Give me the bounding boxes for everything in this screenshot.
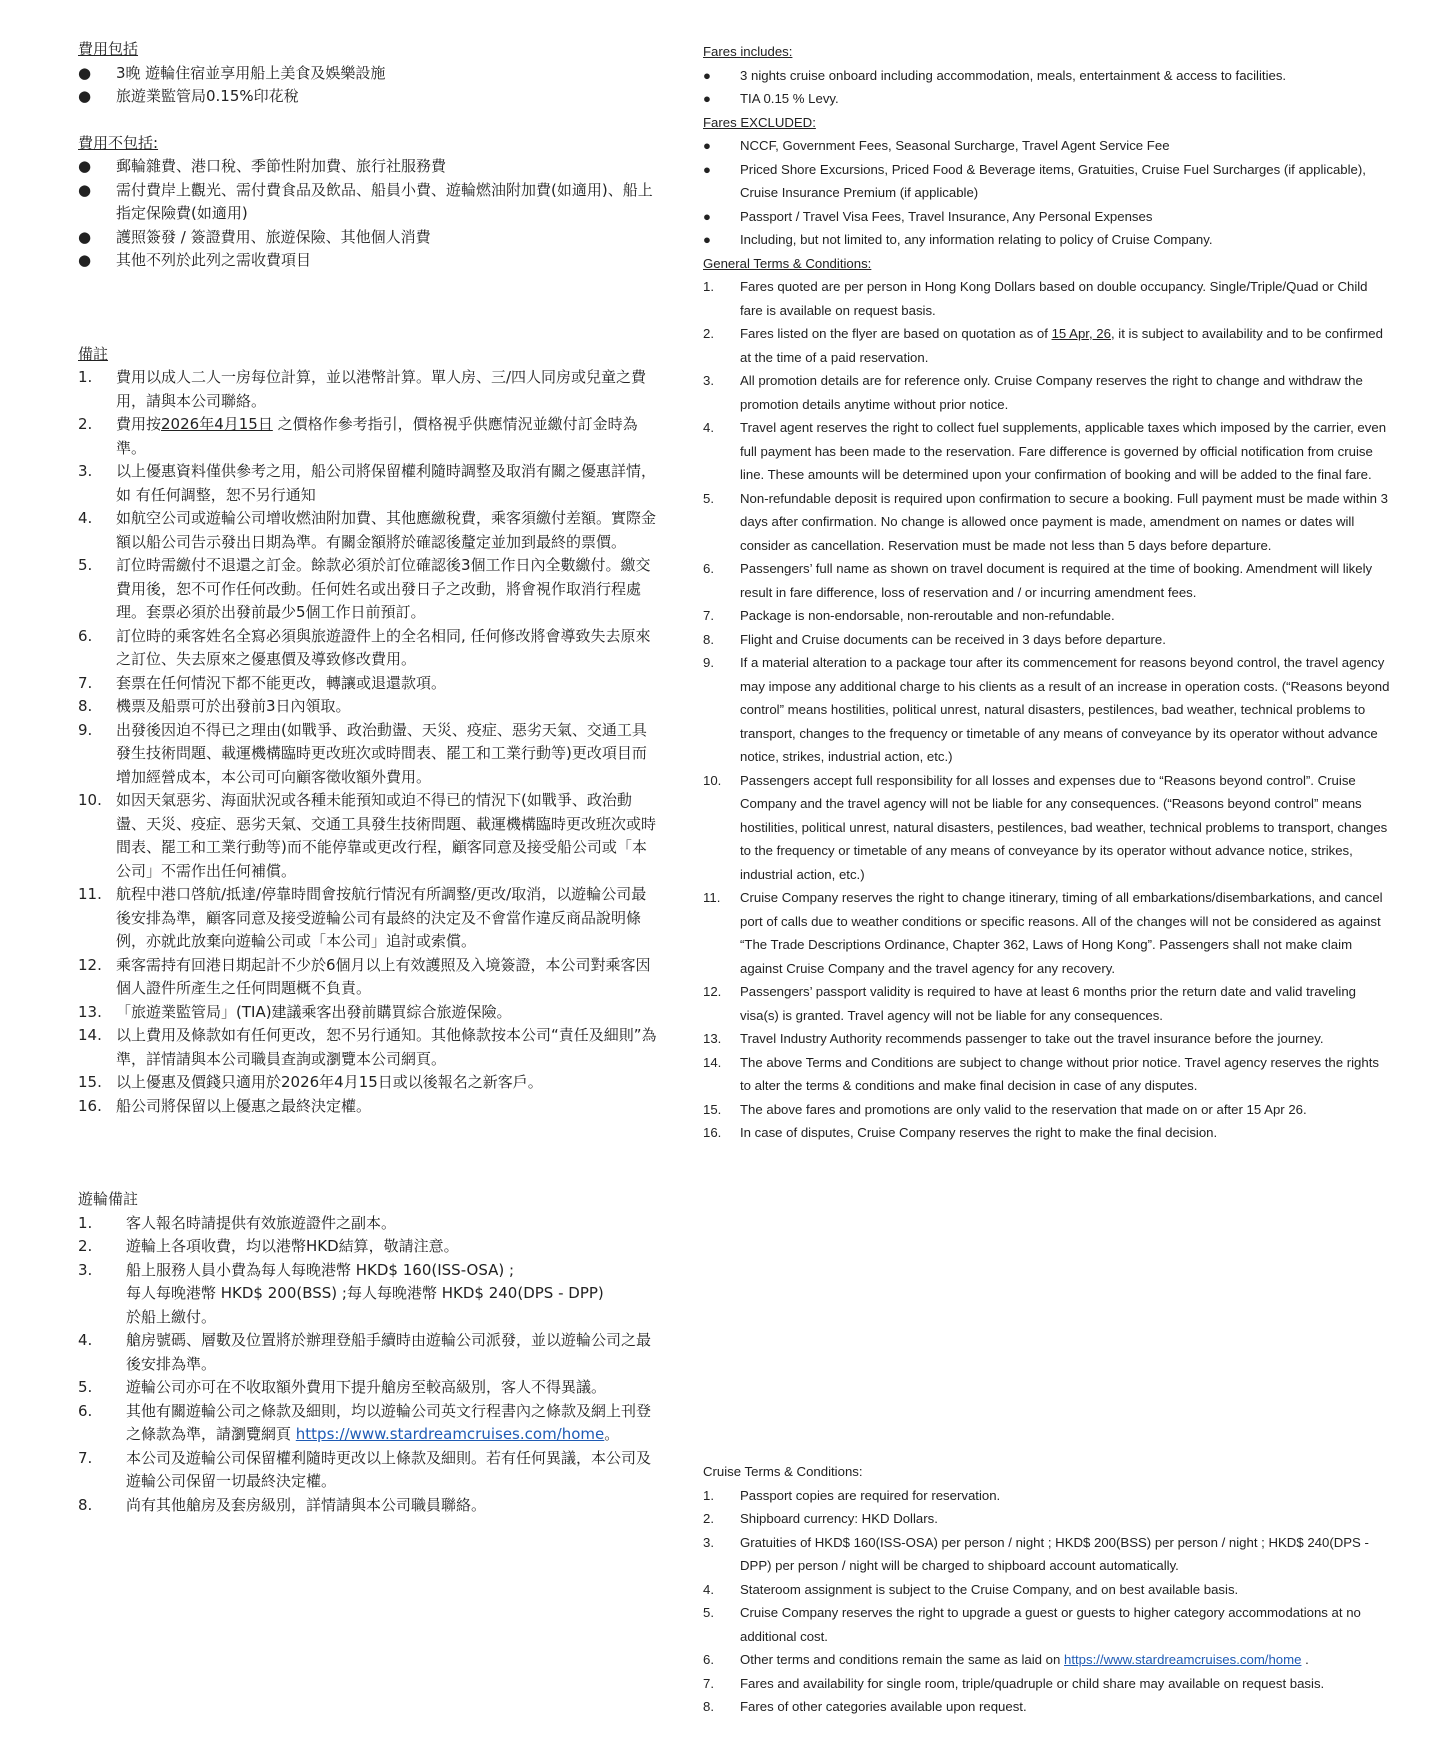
zh-remark-item-number: 2. — [78, 415, 93, 433]
zh-remark-item-number: 10. — [78, 791, 102, 809]
zh-cruise-item — [78, 1329, 658, 1376]
en-term-item — [703, 628, 1393, 652]
zh-remark-item-text: 出發後因迫不得已之理由(如戰爭、政治動盪、天災、疫症、惡劣天氣、交通工具發生技術問題、載運機構臨時更改班次或時間表、罷工和工業行動等)更改項目而增加經營成本，本公司可向顧客徵收額外費用。 — [116, 720, 647, 786]
zh-remark-item — [78, 1071, 658, 1095]
english-cruise-terms-block — [703, 1460, 1393, 1719]
bullet-icon: ● — [78, 87, 92, 105]
zh-cruise-item-number: 1. — [78, 1213, 93, 1232]
en-cruise-terms-title: Cruise Terms & Conditions: — [703, 1464, 863, 1479]
zh-cruise-remarks-list — [78, 1212, 658, 1518]
en-term-item — [703, 604, 1393, 628]
zh-exclude-item — [78, 249, 658, 273]
bullet-icon: ● — [78, 251, 92, 269]
bullet-icon: ● — [78, 63, 92, 82]
zh-remark-item — [78, 1095, 658, 1119]
en-term-item-text: Passengers accept full responsibility for all losses and expenses due to “Reasons beyond control”. Cruise Company and the travel agency will not be liable for any consequences. (“Reasons beyond control” means hostilities, political unrest, natural disasters, pestilences, bad weather, technical problems to transport, changes to the frequency or timetable of any means of conveyance by its operator without advance notice, strikes, industrial action, etc.) — [740, 772, 1388, 882]
zh-cruise-item-text: 其他有關遊輪公司之條款及細則，均以遊輪公司英文行程書內之條款及網上刊登之條款為準，請瀏覽網頁 https://www.stardreamcruises.com/home。 — [126, 1401, 652, 1443]
zh-remark-item — [78, 695, 658, 719]
en-term-item — [703, 1098, 1393, 1122]
bullet-icon: ● — [703, 161, 711, 177]
zh-cruise-item — [78, 1212, 658, 1236]
en-include-item-text: 3 nights cruise onboard including accommodation, meals, entertainment & access to facilities. — [740, 67, 1287, 83]
en-include-item — [703, 64, 1393, 88]
zh-cruise-item-number: 4. — [78, 1331, 93, 1349]
en-term-item-number: 6. — [703, 561, 714, 576]
en-term-item — [703, 886, 1393, 980]
en-term-item-number: 5. — [703, 490, 714, 506]
en-term-item — [703, 416, 1393, 487]
en-cruise-term-item — [703, 1507, 1393, 1531]
en-fare-include-list — [703, 64, 1393, 111]
en-term-item — [703, 1051, 1393, 1098]
zh-remark-item — [78, 1024, 658, 1071]
zh-remark-item — [78, 554, 658, 625]
zh-remark-item — [78, 366, 658, 413]
zh-cruise-item-text — [126, 1259, 658, 1330]
zh-remark-item-text: 以上費用及條款如有任何更改，恕不另行通知。其他條款按本公司“責任及細則”為準，詳情請與本公司職員查詢或瀏覽本公司網頁。 — [116, 1026, 657, 1068]
zh-cruise-remarks-title: 遊輪備註 — [78, 1190, 139, 1208]
zh-remark-item-text: 乘客需持有回港日期起計不少於6個月以上有效護照及入境簽證，本公司對乘客因個人證件所產生之任何問題概不負責。 — [116, 955, 651, 997]
bullet-icon: ● — [78, 227, 92, 246]
en-term-item — [703, 980, 1393, 1027]
en-fare-exclude-title: Fares EXCLUDED: — [703, 114, 816, 130]
zh-cruise-item-number: 5. — [78, 1378, 93, 1396]
en-exclude-item-text: Passport / Travel Visa Fees, Travel Insurance, Any Personal Expenses — [740, 208, 1153, 224]
en-term-item-text: Package is non-endorsable, non-reroutable and non-refundable. — [740, 608, 1115, 623]
en-term-item — [703, 1121, 1393, 1145]
en-exclude-item — [703, 158, 1393, 205]
en-term-item — [703, 769, 1393, 887]
zh-remark-item-text: 如因天氣惡劣、海面狀況或各種未能預知或迫不得已的情況下(如戰爭、政治動盪、天災、疫症、惡劣天氣、交通工具發生技術問題、載運機構臨時更改班次或時間表、罷工和工業行動等)而不能停靠或更改行程，顧客同意及接受船公司或「本公司」不需作出任何補償。 — [116, 791, 657, 880]
english-column — [703, 40, 1393, 1145]
en-term-item — [703, 1027, 1393, 1051]
zh-cruise-item-number: 3. — [78, 1260, 93, 1279]
en-term-item-number: 11. — [703, 890, 721, 905]
en-term-item-number: 9. — [703, 655, 714, 670]
zh-remark-item-number: 4. — [78, 509, 93, 527]
zh-cruise-item-text: 遊輪公司亦可在不收取額外費用下提升艙房至較高級別，客人不得異議。 — [126, 1378, 607, 1396]
zh-remark-item-text: 套票在任何情況下都不能更改，轉讓或退還款項。 — [116, 673, 447, 692]
en-include-item-text: TIA 0.15 % Levy. — [740, 91, 839, 106]
en-term-item-text: Fares quoted are per person in Hong Kong Dollars based on double occupancy. Single/Triple/Quad or Child fare is available on request basis. — [740, 279, 1368, 318]
zh-remark-item-number: 8. — [78, 697, 93, 715]
zh-remark-item-number: 6. — [78, 626, 93, 645]
en-term-item — [703, 557, 1393, 604]
en-term-item — [703, 651, 1393, 769]
zh-remarks-title: 備註 — [78, 344, 109, 363]
zh-include-item — [78, 62, 658, 86]
zh-remark-item — [78, 883, 658, 954]
zh-remark-item — [78, 954, 658, 1001]
zh-cruise-item — [78, 1376, 658, 1400]
en-term-item-text: The above fares and promotions are only valid to the reservation that made on or after 15 Apr 26. — [740, 1101, 1307, 1117]
zh-fee-exclude-title: 費用不包括: — [78, 133, 159, 152]
en-exclude-item — [703, 228, 1393, 252]
en-include-item — [703, 87, 1393, 111]
zh-remark-item-text: 以上優惠及價錢只適用於2026年4月15日或以後報名之新客戶。 — [116, 1073, 543, 1091]
en-term-item — [703, 369, 1393, 416]
bullet-icon: ● — [703, 67, 711, 83]
zh-cruise-item-line: 每人每晚港幣 HKD$ 200(BSS) ;每人每晚港幣 HKD$ 240(DPS - DPP) — [126, 1284, 604, 1302]
zh-remark-item-text: 航程中港口啓航/抵達/停靠時間會按航行情況有所調整/更改/取消，以遊輪公司最後安排為準，顧客同意及接受遊輪公司有最終的決定及不會當作違反商品說明條例，亦就此放棄向遊輪公司或「本公司」追討或索償。 — [116, 885, 647, 950]
en-term-item-text: Travel Industry Authority recommends passenger to take out the travel insurance before the journey. — [740, 1031, 1324, 1046]
zh-remarks-list — [78, 366, 658, 1118]
zh-cruise-item — [78, 1494, 658, 1518]
zh-exclude-item — [78, 226, 658, 250]
en-term-item-number: 1. — [703, 279, 714, 294]
zh-remark-item-number: 13. — [78, 1002, 102, 1021]
bullet-icon: ● — [703, 208, 711, 224]
zh-remark-item — [78, 625, 658, 672]
zh-exclude-item — [78, 155, 658, 179]
zh-remark-item-text: 訂位時的乘客姓名全寫必須與旅遊證件上的全名相同, 任何修改將會導致失去原來之訂位、失去原來之優惠價及導致修改費用。 — [116, 626, 651, 668]
bullet-icon: ● — [78, 180, 92, 199]
en-exclude-item-text: Priced Shore Excursions, Priced Food & Beverage items, Gratuities, Cruise Fuel Surcharges (if applicable), Cruise Insurance Premium (if applicable) — [740, 161, 1366, 200]
zh-cruise-item-number: 8. — [78, 1495, 93, 1514]
website-link[interactable]: https://www.stardreamcruises.com/home — [295, 1425, 605, 1443]
quotation-date: 15 Apr, 26 — [1051, 326, 1111, 341]
zh-remark-item-text: 船公司將保留以上優惠之最終決定權。 — [116, 1096, 372, 1115]
en-cruise-term-item-text: Fares of other categories available upon request. — [740, 1699, 1027, 1714]
en-cruise-term-item-number: 3. — [703, 1534, 714, 1550]
en-term-item-number: 2. — [703, 326, 714, 341]
zh-cruise-item-text: 艙房號碼、層數及位置將於辦理登船手續時由遊輪公司派發，並以遊輪公司之最後安排為準。 — [126, 1331, 652, 1373]
en-exclude-item — [703, 205, 1393, 229]
zh-remark-item — [78, 460, 658, 507]
en-term-item-text: Cruise Company reserves the right to change itinerary, timing of all embarkations/disembarkations, and cancel port of calls due to weather conditions or specific reasons. All of the changes will not be considered as against “The Trade Descriptions Ordinance, Chapter 362, Laws of Hong Kong”. Passengers shall not make claim against Cruise Company and the travel agency for any recovery. — [740, 890, 1383, 976]
en-term-item-text: In case of disputes, Cruise Company reserves the right to make the final decision. — [740, 1125, 1218, 1140]
en-cruise-term-item-text: Gratuities of HKD$ 160(ISS-OSA) per person / night ; HKD$ 200(BSS) per person / night ; HKD$ 240(DPS - DPP) per person / night will be charged to shipboard account automatically. — [740, 1534, 1369, 1573]
zh-remark-item-number: 14. — [78, 1026, 102, 1044]
en-cruise-term-item-text: Stateroom assignment is subject to the Cruise Company, and on best available basis. — [740, 1581, 1239, 1597]
zh-remark-item-number: 9. — [78, 720, 93, 739]
en-cruise-terms-list — [703, 1484, 1393, 1719]
zh-cruise-item-line: 於船上繳付。 — [126, 1307, 217, 1326]
zh-cruise-item-text: 本公司及遊輪公司保留權利隨時更改以上條款及細則。若有任何異議，本公司及遊輪公司保留一切最終決定權。 — [126, 1448, 652, 1490]
en-cruise-term-item — [703, 1672, 1393, 1696]
zh-cruise-item-text: 遊輪上各項收費，均以港幣HKD結算，敬請注意。 — [126, 1237, 459, 1255]
en-cruise-term-item-number: 1. — [703, 1487, 714, 1503]
zh-remark-item-number: 3. — [78, 462, 93, 480]
en-term-item-text: Flight and Cruise documents can be received in 3 days before departure. — [740, 631, 1166, 647]
en-cruise-term-item — [703, 1531, 1393, 1578]
zh-remark-item — [78, 672, 658, 696]
zh-remark-item — [78, 789, 658, 883]
zh-cruise-item — [78, 1400, 658, 1447]
zh-remark-item-number: 5. — [78, 556, 93, 574]
en-term-item-text: If a material alteration to a package tour after its commencement for reasons beyond control, the travel agency may impose any additional charge to his clients as a result of an increase in operation costs. (“Reasons beyond control” means hostilities, political unrest, natural disasters, pestilences, bad weather, technical problems to transport, changes to the frequency or timetable of any means of conveyance by its operator without advance notice, strikes, industrial action, etc.) — [740, 655, 1390, 764]
en-term-item — [703, 487, 1393, 558]
quotation-date: 2026年4月15日 — [161, 415, 273, 433]
zh-exclude-item-text: 需付費岸上觀光、需付費食品及飲品、船員小費、遊輪燃油附加費(如適用)、船上指定保險費(如適用) — [116, 180, 653, 222]
en-cruise-term-item-text: Fares and availability for single room, triple/quadruple or child share may available on request basis. — [740, 1675, 1325, 1691]
en-term-item-text: Fares listed on the flyer are based on quotation as of 15 Apr, 26, it is subject to availability and to be confirmed at the time of a paid reservation. — [740, 326, 1383, 365]
bullet-icon: ● — [703, 232, 711, 247]
zh-remark-item — [78, 719, 658, 790]
en-cruise-term-item — [703, 1484, 1393, 1508]
en-exclude-item — [703, 134, 1393, 158]
en-term-item-number: 14. — [703, 1054, 722, 1070]
en-term-item-number: 10. — [703, 772, 722, 788]
en-term-item-text: The above Terms and Conditions are subject to change without prior notice. Travel agency reserves the rights to alter the terms & conditions and make final decision in case of any disputes. — [740, 1054, 1379, 1093]
zh-exclude-item-text: 郵輪雜費、港口稅、季節性附加費、旅行社服務費 — [116, 157, 447, 175]
zh-remark-item-number: 1. — [78, 368, 93, 386]
en-cruise-term-item — [703, 1648, 1393, 1672]
en-fare-exclude-list — [703, 134, 1393, 252]
en-cruise-term-item-number: 2. — [703, 1511, 714, 1526]
en-cruise-term-item-number: 8. — [703, 1699, 714, 1714]
en-term-item-number: 7. — [703, 608, 714, 623]
zh-cruise-item — [78, 1259, 658, 1330]
zh-cruise-item-text: 客人報名時請提供有效旅遊證件之副本。 — [126, 1213, 397, 1232]
zh-remark-item-text: 訂位時需繳付不退還之訂金。餘款必須於訂位確認後3個工作日內全數繳付。繳交費用後，恕不可作任何改動。任何姓名或出發日子之改動，將會視作取消行程處理。套票必須於出發前最少5個工作日前預訂。 — [116, 556, 651, 621]
website-link[interactable]: https://www.stardreamcruises.com/home — [1064, 1652, 1302, 1667]
en-fare-include-title: Fares includes: — [703, 44, 793, 59]
en-term-item-text: Travel agent reserves the right to collect fuel supplements, applicable taxes which imposed by the carrier, even full payment has been made to the reservation. Fare difference is governed by official notification from cruise line. These amounts will be determined upon your confirmation of booking and will be added to the final fare. — [740, 420, 1387, 482]
zh-remark-item-text: 如航空公司或遊輪公司增收燃油附加費、其他應繳稅費，乘客須繳付差額。實際金額以船公司告示發出日期為準。有關金額將於確認後釐定並加到最終的票價。 — [116, 509, 657, 551]
zh-exclude-item-text: 護照簽發 / 簽證費用、旅遊保險、其他個人消費 — [116, 227, 431, 246]
en-term-item-number: 8. — [703, 631, 714, 647]
zh-cruise-item-number: 6. — [78, 1401, 93, 1420]
en-exclude-item-text: Including, but not limited to, any information relating to policy of Cruise Company. — [740, 232, 1213, 247]
zh-remark-item-number: 16. — [78, 1096, 102, 1115]
zh-remark-item-number: 11. — [78, 885, 102, 903]
en-term-item — [703, 275, 1393, 322]
bullet-icon: ● — [703, 91, 711, 106]
en-term-item-text: Passengers’ full name as shown on travel document is required at the time of booking. Amendment will likely result in fare difference, loss of reservation and / or incurring amendment fees. — [740, 561, 1373, 600]
en-term-item-number: 13. — [703, 1031, 722, 1046]
en-cruise-term-item-number: 6. — [703, 1652, 714, 1667]
zh-exclude-item — [78, 179, 658, 226]
en-term-item — [703, 322, 1393, 369]
bullet-icon: ● — [78, 157, 92, 175]
en-term-item-text: All promotion details are for reference only. Cruise Company reserves the right to change and withdraw the promotion details anytime without prior notice. — [740, 373, 1363, 412]
en-term-item-number: 4. — [703, 420, 714, 435]
zh-remark-item-number: 12. — [78, 955, 102, 974]
en-term-item-text: Passengers’ passport validity is required to have at least 6 months prior the return date and valid traveling visa(s) is granted. Travel agency will not be liable for any consequences. — [740, 984, 1356, 1023]
zh-fee-include-title: 費用包括 — [78, 40, 139, 58]
en-cruise-term-item-text: Shipboard currency: HKD Dollars. — [740, 1511, 938, 1526]
zh-remark-item-number: 15. — [78, 1073, 102, 1091]
en-cruise-term-item-number: 4. — [703, 1581, 714, 1597]
zh-remark-item-number: 7. — [78, 673, 93, 692]
zh-fee-exclude-list — [78, 155, 658, 273]
en-cruise-term-item-text: Other terms and conditions remain the same as laid on https://www.stardreamcruises.com/home . — [740, 1652, 1309, 1667]
zh-remark-item — [78, 413, 658, 460]
en-exclude-item-text: NCCF, Government Fees, Seasonal Surcharge, Travel Agent Service Fee — [740, 138, 1170, 153]
en-cruise-term-item-number: 7. — [703, 1675, 714, 1691]
en-cruise-term-item — [703, 1695, 1393, 1719]
zh-remark-item-text: 機票及船票可於出發前3日內領取。 — [116, 697, 351, 715]
zh-remark-item — [78, 1001, 658, 1025]
en-cruise-term-item-text: Cruise Company reserves the right to upgrade a guest or guests to higher category accommodations at no additional cost. — [740, 1605, 1361, 1644]
en-term-item-number: 3. — [703, 373, 714, 388]
en-general-terms-list — [703, 275, 1393, 1145]
en-general-terms-title: General Terms & Conditions: — [703, 255, 872, 271]
en-term-item-number: 16. — [703, 1125, 722, 1140]
zh-cruise-item — [78, 1447, 658, 1494]
zh-exclude-item-text: 其他不列於此列之需收費項目 — [116, 251, 312, 269]
zh-include-item-text: 3晚 遊輪住宿並享用船上美食及娛樂設施 — [116, 63, 386, 82]
en-cruise-term-item-number: 5. — [703, 1605, 714, 1620]
zh-remark-item-text: 以上優惠資料僅供參考之用，船公司將保留權利隨時調整及取消有關之優惠詳情，如 有任何調整，恕不另行通知 — [116, 462, 657, 504]
bullet-icon: ● — [703, 138, 711, 153]
zh-cruise-item-number: 2. — [78, 1237, 93, 1255]
en-cruise-term-item — [703, 1578, 1393, 1602]
zh-remark-item-text: 費用按2026年4月15日 之價格作參考指引，價格視乎供應情況並繳付訂金時為準。 — [116, 415, 638, 457]
zh-cruise-item-text: 尚有其他艙房及套房級別，詳情請與本公司職員聯絡。 — [126, 1495, 487, 1514]
zh-cruise-item-line: 船上服務人員小費為每人每晚港幣 HKD$ 160(ISS-OSA) ; — [126, 1260, 515, 1279]
zh-fee-include-list — [78, 62, 658, 109]
en-term-item-text: Non-refundable deposit is required upon confirmation to secure a booking. Full payment must be made within 3 days after confirmation. No change is allowed once payment is made, amendment on names or dates will consider as cancellation. Reservation must be made not less than 5 days before departure. — [740, 490, 1389, 553]
zh-include-item — [78, 85, 658, 109]
en-cruise-term-item — [703, 1601, 1393, 1648]
chinese-column — [78, 38, 658, 1517]
zh-include-item-text: 旅遊業監管局0.15%印花稅 — [116, 87, 299, 105]
zh-cruise-item-number: 7. — [78, 1448, 93, 1467]
en-term-item-number: 15. — [703, 1101, 722, 1117]
zh-remark-item-text: 費用以成人二人一房每位計算，並以港幣計算。單人房、三/四人同房或兒童之費用，請與本公司聯絡。 — [116, 368, 647, 410]
zh-remark-item-text: 「旅遊業監管局」(TIA)建議乘客出發前購買綜合旅遊保險。 — [116, 1002, 512, 1021]
zh-cruise-item — [78, 1235, 658, 1259]
en-term-item-number: 12. — [703, 984, 722, 999]
en-cruise-term-item-text: Passport copies are required for reservation. — [740, 1487, 1001, 1503]
zh-remark-item — [78, 507, 658, 554]
